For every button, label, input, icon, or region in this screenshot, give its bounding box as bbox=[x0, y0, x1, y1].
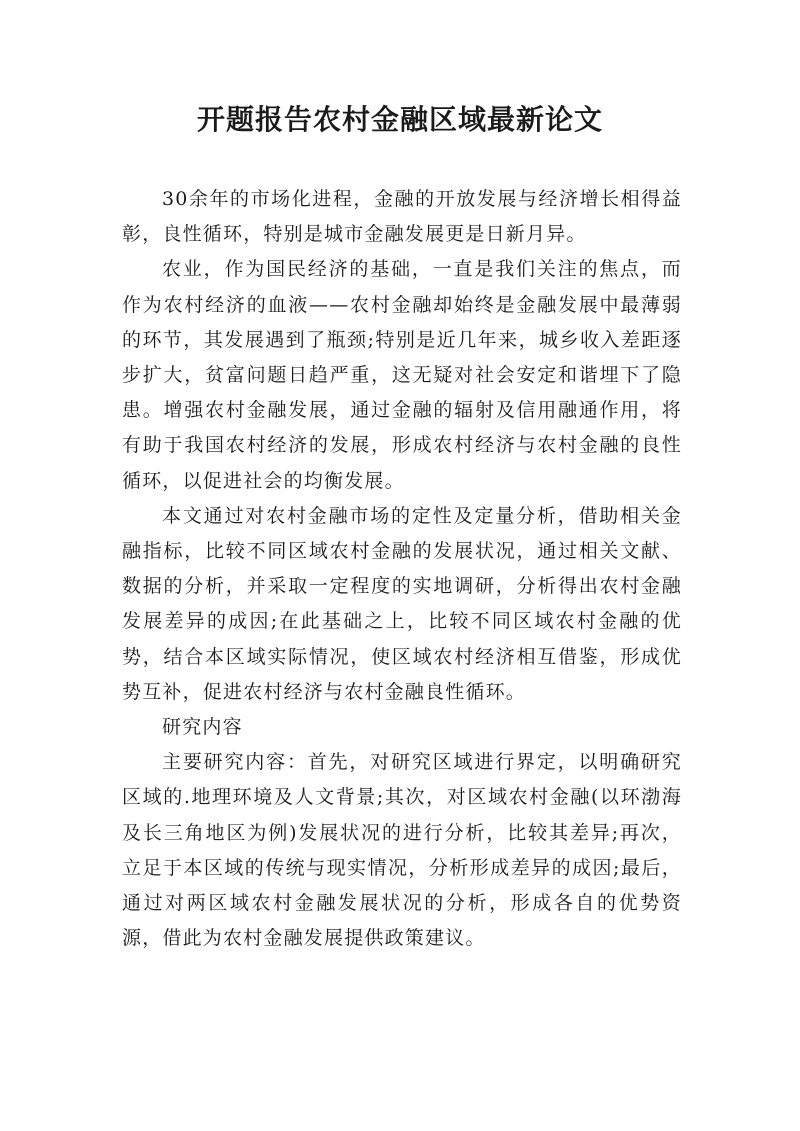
paragraph-method: 本文通过对农村金融市场的定性及定量分析，借助相关金融指标，比较不同区域农村金融的发展状况，通过相关文献、数据的分析，并采取一定程度的实地调研，分析得出农村金融发展差异的成因;在此基础之上，比较不同区域农村金融的优势，结合本区域实际情况，使区域农村经济相互借鉴，形成优势互补，促进农村经济与农村金融良性循环。 bbox=[122, 504, 682, 703]
paragraph-research-content: 主要研究内容：首先，对研究区域进行界定，以明确研究区域的.地理环境及人文背景;其次，对区域农村金融(以环渤海及长三角地区为例)发展状况的进行分析，比较其差异;再次，立足于本区域的传统与现实情况，分析形成差异的成因;最后，通过对两区域农村金融发展状况的分析，形成各自的优势资源，借此为农村金融发展提供政策建议。 bbox=[122, 751, 682, 950]
paragraph-agriculture: 农业，作为国民经济的基础，一直是我们关注的焦点，而作为农村经济的血液——农村金融却始终是金融发展中最薄弱的环节，其发展遇到了瓶颈;特别是近几年来，城乡收入差距逐步扩大，贫富问题日趋严重，这无疑对社会安定和谐埋下了隐患。增强农村金融发展，通过金融的辐射及信用融通作用，将有助于我国农村经济的发展，形成农村经济与农村金融的良性循环，以促进社会的均衡发展。 bbox=[122, 258, 682, 492]
document-title: 开题报告农村金融区域最新论文 bbox=[196, 103, 603, 136]
paragraph-intro: 30余年的市场化进程，金融的开放发展与经济增长相得益彰，良性循环，特别是城市金融发展更是日新月异。 bbox=[122, 188, 682, 246]
document-body bbox=[122, 182, 682, 956]
section-heading-research-content: 研究内容 bbox=[162, 716, 243, 739]
